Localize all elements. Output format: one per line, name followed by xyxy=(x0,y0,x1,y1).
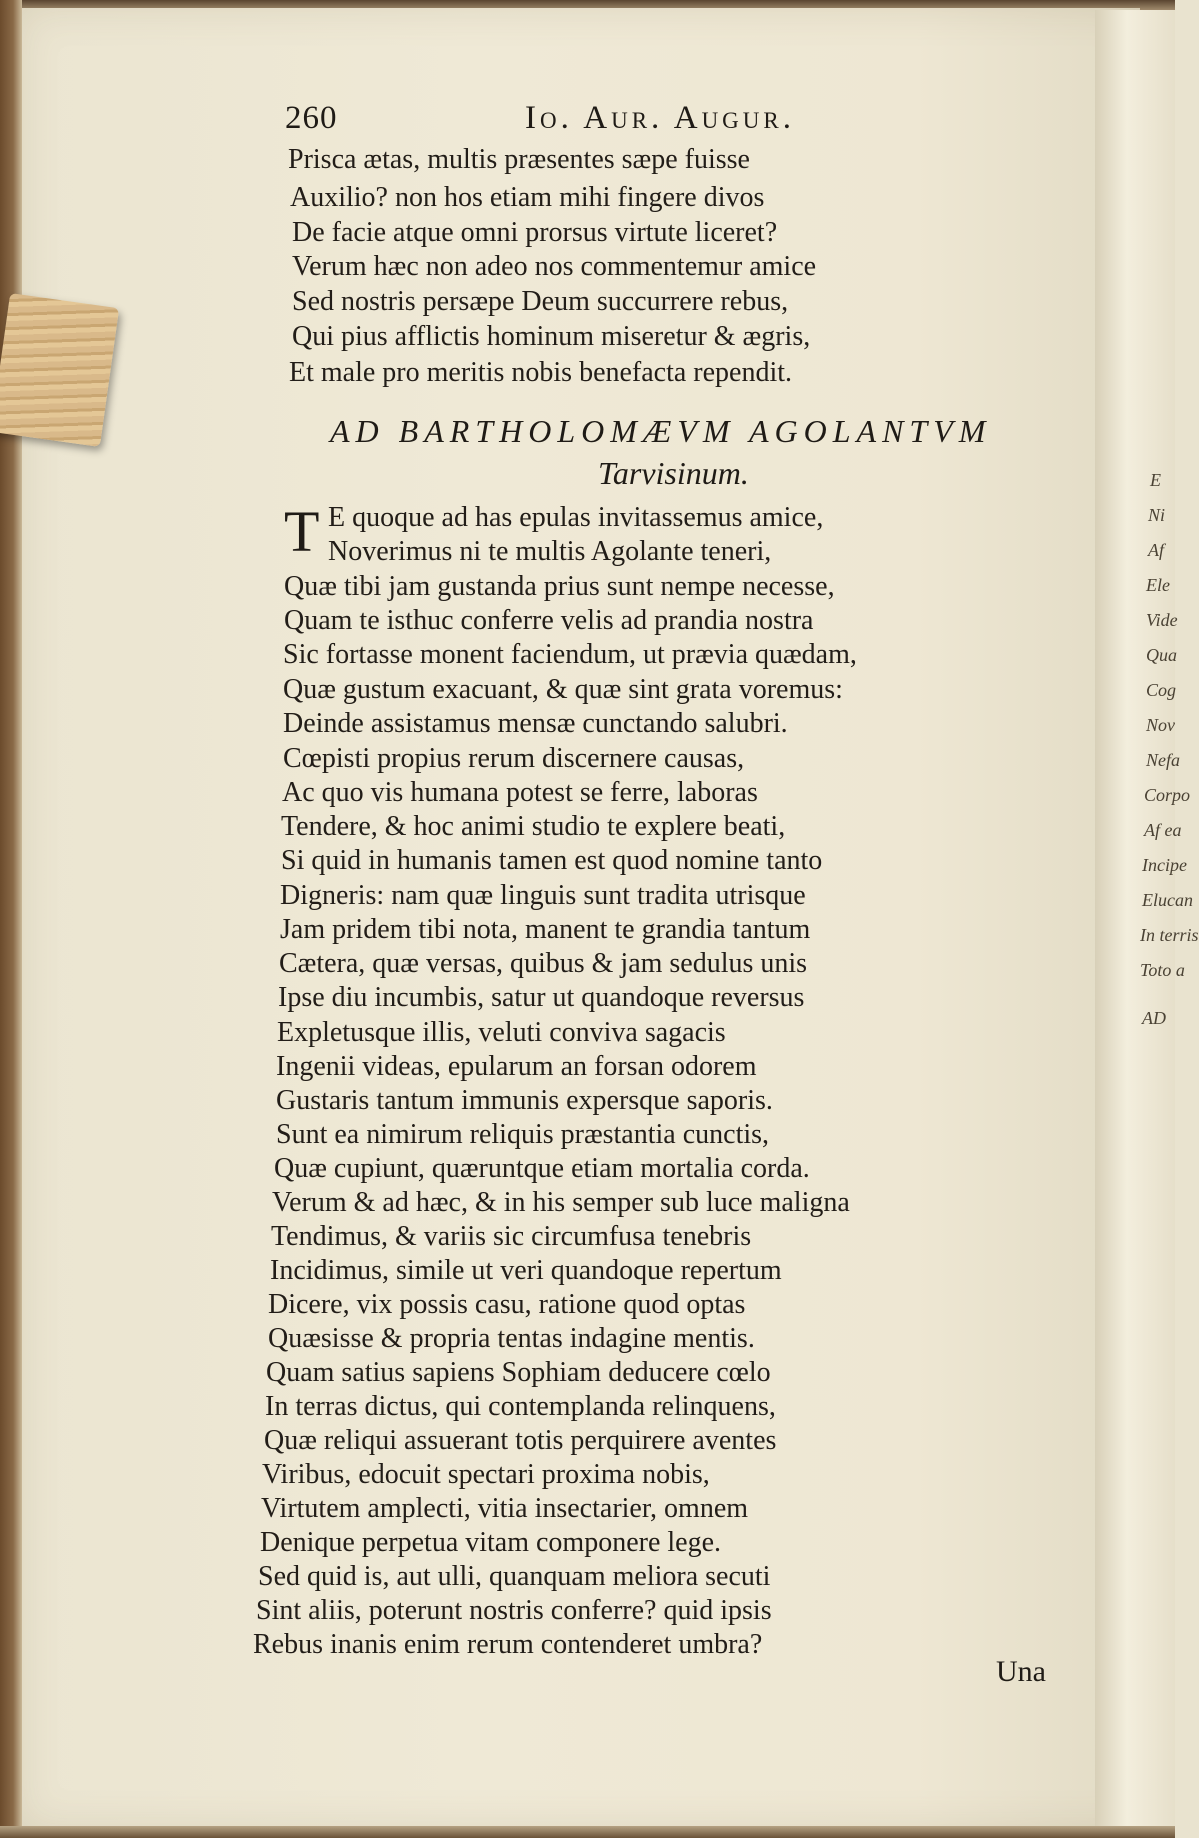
verse-line: Cœpisti propius rerum discernere causas, xyxy=(283,743,745,774)
verse-line: Tendere, & hoc animi studio te explere beati, xyxy=(281,811,786,842)
facing-page-fragment: Vide xyxy=(1146,610,1178,630)
poem-title: AD BARTHOLOMÆVM AGOLANTVM xyxy=(330,413,992,449)
verse-line: Auxilio? non hos etiam mihi fingere divos xyxy=(290,182,765,213)
facing-page-fragment: In terris xyxy=(1140,925,1199,945)
facing-page-fragment: Elucan xyxy=(1142,890,1193,910)
verse-line: E quoque ad has epulas invitassemus amice, xyxy=(328,502,824,533)
facing-page-edge xyxy=(1095,10,1175,1826)
verse-line: Cætera, quæ versas, quibus & jam sedulus unis xyxy=(279,948,808,979)
facing-page-fragment: Corpo xyxy=(1144,785,1191,805)
facing-page-fragment: Af ea xyxy=(1144,820,1182,840)
facing-page-fragment: Ele xyxy=(1146,575,1170,595)
verse-line: Digneris: nam quæ linguis sunt tradita utrisque xyxy=(280,880,806,911)
verse-line: Verum hæc non adeo nos commentemur amice xyxy=(292,251,817,282)
facing-page-fragment: AD xyxy=(1142,1008,1166,1028)
verse-line: Denique perpetua vitam componere lege. xyxy=(260,1527,722,1558)
verse-line: Quæ tibi jam gustanda prius sunt nempe necesse, xyxy=(284,571,835,602)
verse-line: Tendimus, & variis sic circumfusa tenebris xyxy=(271,1221,752,1252)
verse-line: Dicere, vix possis casu, ratione quod optas xyxy=(268,1289,746,1320)
verse-line: Sint aliis, poterunt nostris conferre? quid ipsis xyxy=(256,1595,772,1626)
facing-page-fragment: Incipe xyxy=(1142,855,1187,875)
facing-page-fragment: E xyxy=(1150,470,1161,490)
verse-line: Incidimus, simile ut veri quandoque repertum xyxy=(270,1255,782,1286)
book-bottom-edge xyxy=(0,1826,1175,1838)
verse-line: Expletusque illis, veluti conviva sagacis xyxy=(277,1017,726,1048)
verse-line: Rebus inanis enim rerum contenderet umbra? xyxy=(253,1629,763,1660)
verse-line: Quam te isthuc conferre velis ad prandia nostra xyxy=(284,605,814,636)
facing-page-fragment: Toto a xyxy=(1140,960,1185,980)
facing-page-fragment: Nov xyxy=(1146,715,1175,735)
facing-page-fragment: Cog xyxy=(1146,680,1177,700)
verse-line: Et male pro meritis nobis benefacta rependit. xyxy=(289,357,793,388)
catchword: Una xyxy=(996,1655,1046,1688)
facing-page-fragment: Nefa xyxy=(1146,750,1180,770)
verse-line: Sic fortasse monent faciendum, ut prævia quædam, xyxy=(283,639,857,670)
verse-line: Jam pridem tibi nota, manent te grandia tantum xyxy=(280,914,811,945)
verse-line: Gustaris tantum immunis expersque saporis. xyxy=(276,1085,773,1116)
poem-title-subline: Tarvisinum. xyxy=(598,455,749,491)
facing-page-fragment: Qua xyxy=(1146,645,1177,665)
verse-line: Prisca ætas, multis præsentes sæpe fuisse xyxy=(288,144,750,175)
verse-line: Si quid in humanis tamen est quod nomine tanto xyxy=(281,845,823,876)
verse-line: Sed quid is, aut ulli, quanquam meliora secuti xyxy=(258,1561,771,1592)
verse-line: In terras dictus, qui contemplanda relinquens, xyxy=(265,1391,776,1422)
page-number: 260 xyxy=(285,100,338,136)
book-binding-edge xyxy=(0,0,22,1838)
verse-line: Noverimus ni te multis Agolante teneri, xyxy=(328,536,772,567)
verse-line: De facie atque omni prorsus virtute liceret? xyxy=(292,217,778,248)
verse-line: Qui pius afflictis hominum miseretur & ægris, xyxy=(292,321,811,352)
verse-line: Quæsisse & propria tentas indagine mentis. xyxy=(268,1323,755,1354)
verse-line: Sed nostris persæpe Deum succurrere rebus, xyxy=(292,286,789,317)
verse-line: Viribus, edocuit spectari proxima nobis, xyxy=(262,1459,710,1490)
verse-line: Sunt ea nimirum reliquis præstantia cunctis, xyxy=(276,1119,770,1150)
drop-cap: T xyxy=(284,499,320,564)
verse-line: Deinde assistamus mensæ cunctando salubri. xyxy=(283,708,788,739)
verse-line: Ipse diu incumbis, satur ut quandoque reversus xyxy=(278,982,805,1013)
facing-page-fragment: Ni xyxy=(1148,505,1166,525)
verse-line: Quam satius sapiens Sophiam deducere cœlo xyxy=(266,1357,771,1388)
running-title: Io. Aur. Augur. xyxy=(525,100,795,136)
verse-line: Quæ gustum exacuant, & quæ sint grata voremus: xyxy=(283,674,843,705)
verse-line: Quæ cupiunt, quæruntque etiam mortalia corda. xyxy=(274,1153,810,1184)
verse-line: Quæ reliqui assuerant totis perquirere aventes xyxy=(264,1425,777,1456)
verse-line: Verum & ad hæc, & in his semper sub luce maligna xyxy=(272,1187,850,1218)
verse-line: Virtutem amplecti, vitia insectarier, omnem xyxy=(261,1493,749,1524)
wooden-page-weight xyxy=(0,293,119,447)
running-header xyxy=(285,100,885,144)
verse-line: Ac quo vis humana potest se ferre, laboras xyxy=(282,777,758,808)
facing-page-fragment: Af xyxy=(1148,540,1164,560)
verse-line: Ingenii videas, epularum an forsan odorem xyxy=(276,1051,757,1082)
